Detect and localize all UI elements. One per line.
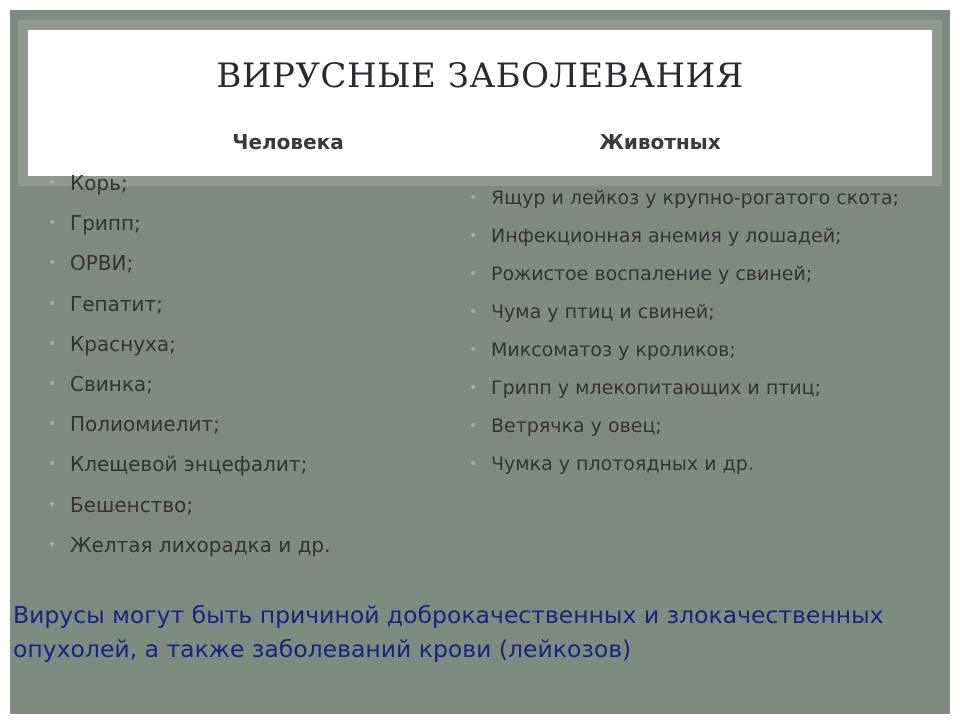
list-item: • Миксоматоз у кроликов;	[469, 339, 736, 361]
list-item: • Чума у птиц и свиней;	[469, 301, 715, 323]
slide	[10, 10, 950, 714]
bullet-icon: •	[48, 456, 57, 473]
list-item: • Свинка;	[48, 371, 153, 396]
bullet-icon: •	[469, 456, 478, 472]
bullet-icon: •	[48, 255, 57, 272]
bullet-icon: •	[469, 190, 478, 206]
bullet-icon: •	[469, 342, 478, 358]
list-item: • Грипп;	[48, 211, 141, 236]
bullet-icon: •	[469, 418, 478, 434]
bullet-icon: •	[48, 536, 57, 553]
list-item: • Желтая лихорадка и др.	[48, 532, 331, 557]
list-item: • Полиомиелит;	[48, 412, 220, 437]
list-item: • Ящур и лейкоз у крупно-рогатого скота;	[469, 187, 899, 209]
bullet-icon: •	[48, 416, 57, 433]
list-item: • Инфекционная анемия у лошадей;	[469, 225, 842, 247]
list-item: • Грипп у млекопитающих и птиц;	[469, 377, 821, 399]
bullet-icon: •	[48, 295, 57, 312]
bullet-icon: •	[48, 175, 57, 191]
list-item: • Корь;	[48, 171, 128, 195]
list-item: • Ветрячка у овец;	[469, 415, 662, 437]
animal-diseases-list	[465, 186, 945, 490]
footer-note: Вирусы могут быть причиной доброкачественных и злокачественных опухолей, а также заболеваний крови (лейкозов)	[13, 601, 884, 663]
title-box	[28, 30, 932, 176]
bullet-icon: •	[469, 228, 478, 244]
human-diseases-list	[44, 170, 464, 572]
bullet-icon: •	[469, 266, 478, 282]
list-item: • Чумка у плотоядных и др.	[469, 453, 754, 475]
list-item: • ОРВИ;	[48, 251, 134, 276]
column-header-humans: Человека	[232, 130, 344, 154]
bullet-icon: •	[48, 215, 57, 232]
list-item: • Бешенство;	[48, 492, 194, 517]
list-item: • Рожистое воспаление у свиней;	[469, 263, 813, 285]
slide-title: ВИРУСНЫЕ ЗАБОЛЕВАНИЯ	[216, 56, 744, 96]
bullet-icon: •	[469, 304, 478, 320]
list-item: • Клещевой энцефалит;	[48, 452, 308, 477]
bullet-icon: •	[48, 375, 57, 392]
list-item: • Гепатит;	[48, 291, 163, 316]
bullet-icon: •	[48, 496, 57, 513]
column-header-animals: Животных	[599, 130, 721, 154]
bullet-icon: •	[48, 335, 57, 352]
list-item: • Краснуха;	[48, 331, 176, 356]
bullet-icon: •	[469, 380, 478, 396]
